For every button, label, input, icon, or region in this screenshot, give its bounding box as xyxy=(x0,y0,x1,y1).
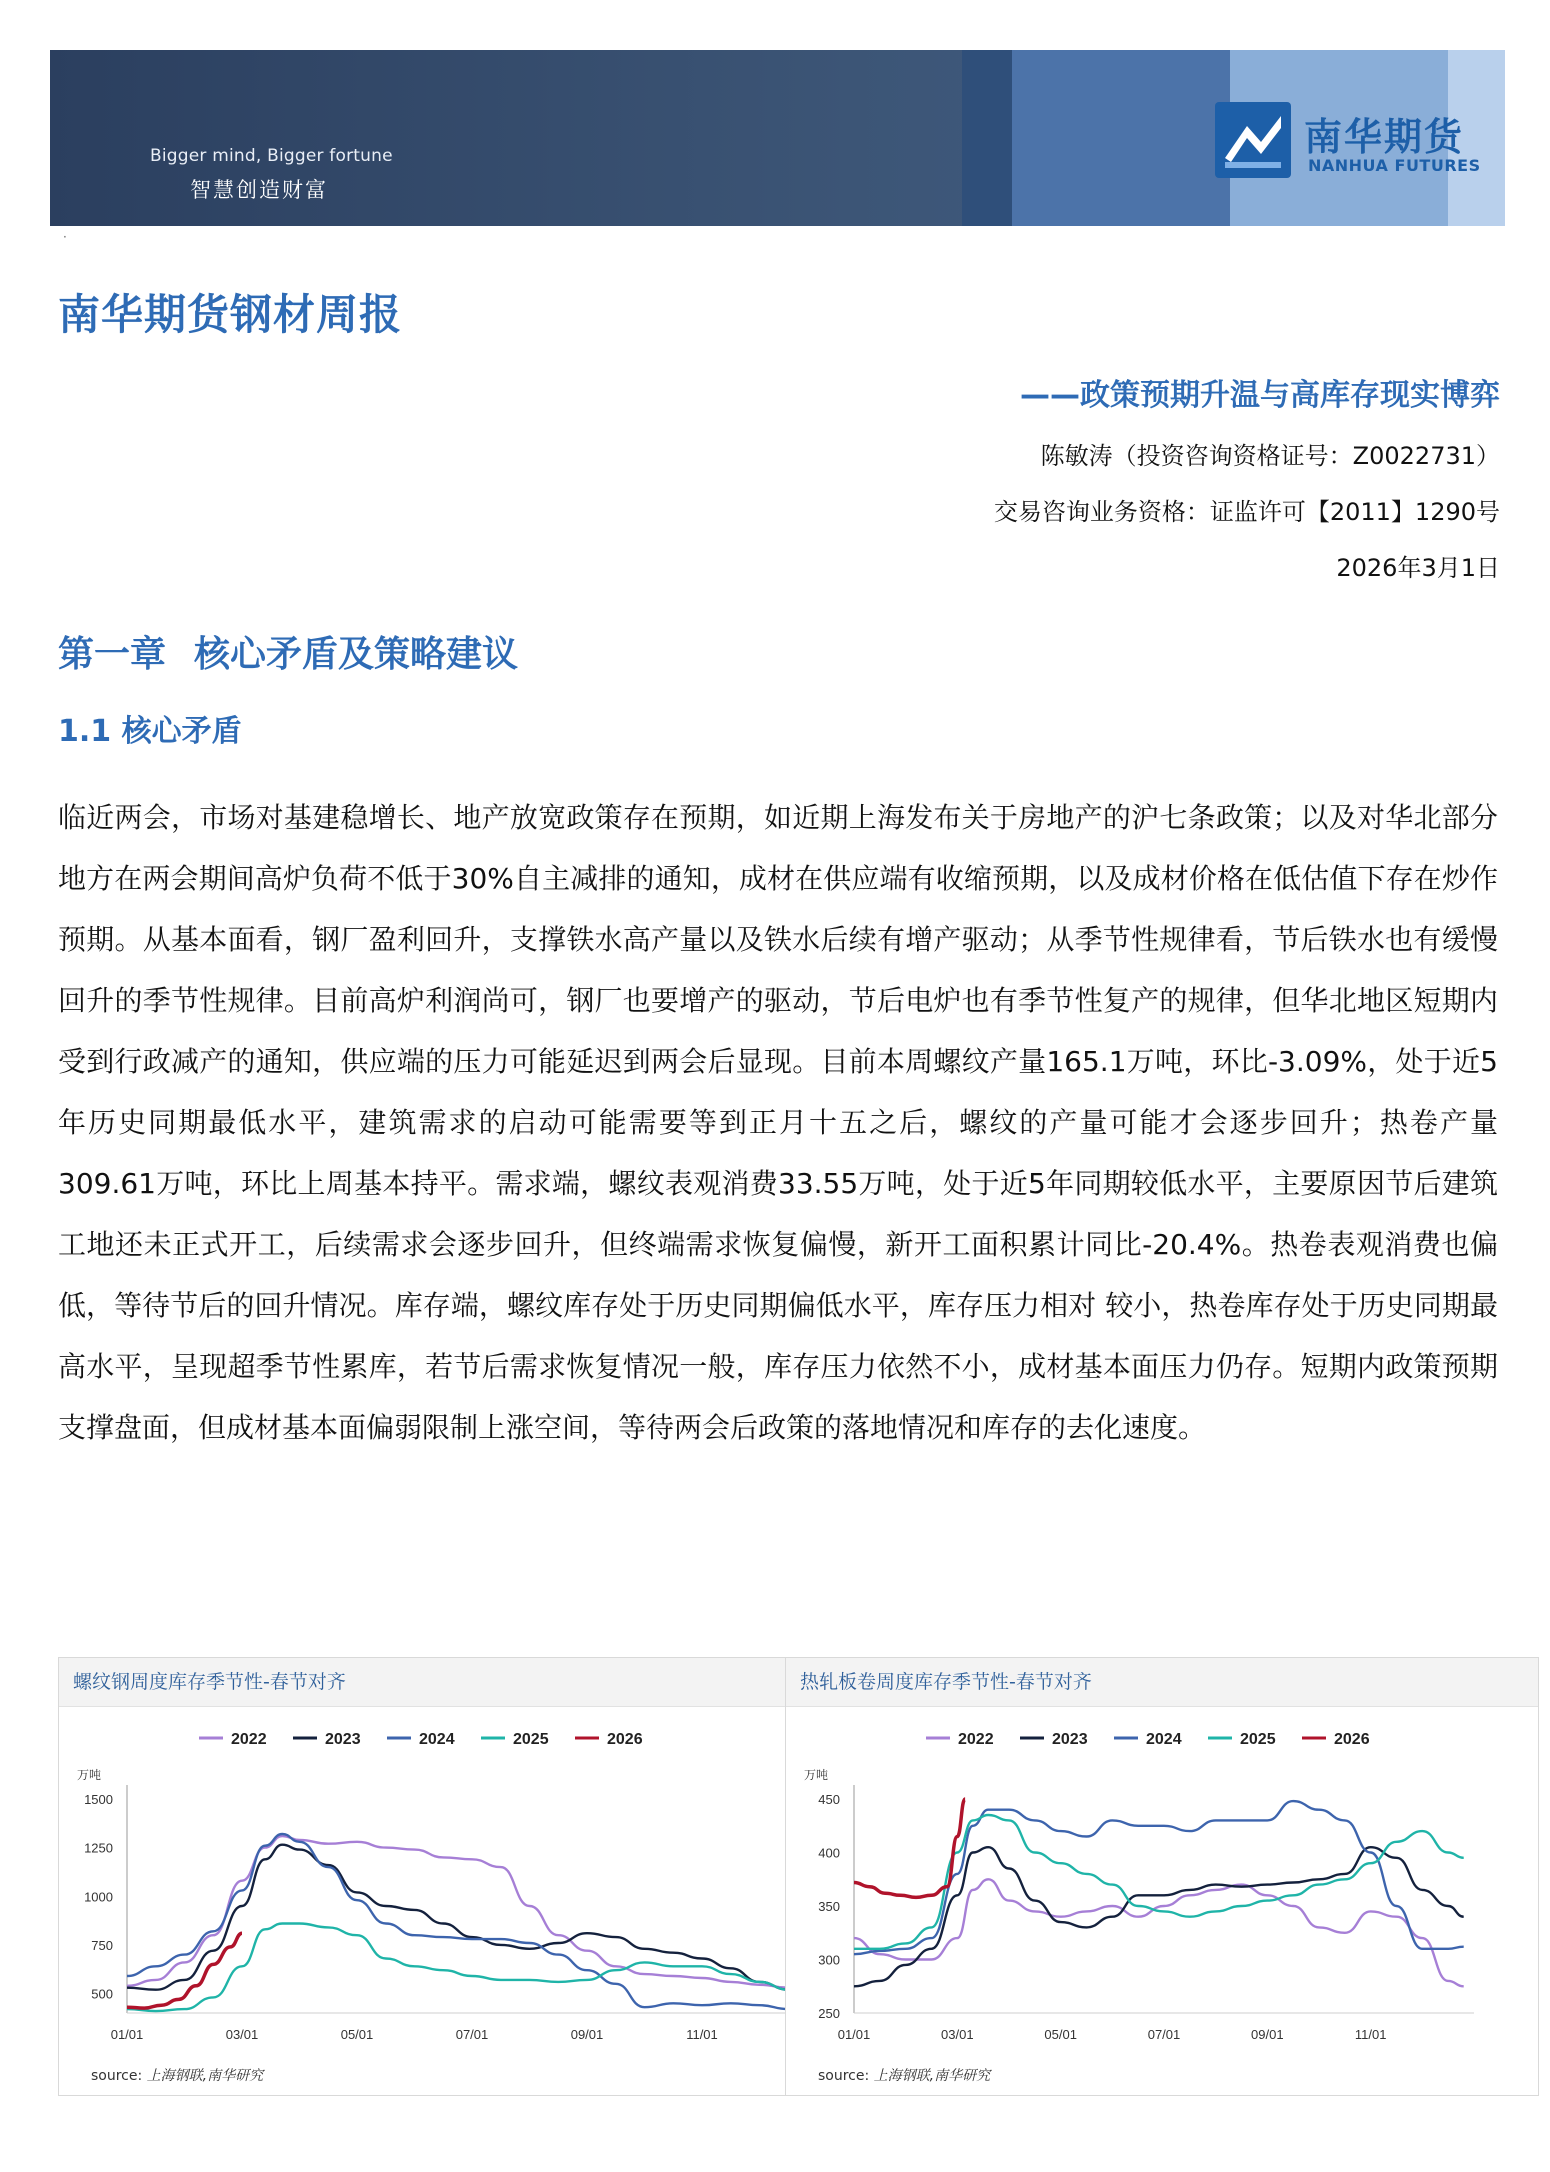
chapter-heading xyxy=(58,626,518,677)
x-tick-label: 05/01 xyxy=(340,2027,374,2042)
y-tick-label: 300 xyxy=(818,1952,840,1968)
x-tick-label: 01/01 xyxy=(110,2027,144,2042)
x-tick-label: 11/01 xyxy=(686,2027,718,2042)
legend-label-2026: 2026 xyxy=(1334,1731,1370,1748)
x-tick-label: 03/01 xyxy=(941,2027,974,2042)
logo-text-english: NANHUA FUTURES xyxy=(1308,156,1481,175)
slogan-english: Bigger mind, Bigger fortune xyxy=(150,146,393,166)
x-tick-label: 11/01 xyxy=(1354,2027,1387,2042)
series-line-2022 xyxy=(127,1836,806,1988)
legend-label-2025: 2025 xyxy=(1240,1731,1276,1748)
y-tick-label: 350 xyxy=(818,1899,840,1914)
x-tick-label: 05/01 xyxy=(1044,2027,1077,2042)
legend-label-2023: 2023 xyxy=(1052,1731,1088,1748)
x-tick-label: 07/01 xyxy=(455,2027,489,2042)
y-tick-label: 1500 xyxy=(84,1792,113,1807)
y-tick-label: 250 xyxy=(818,2006,840,2021)
chart-source: source: 上海钢联,南华研究 xyxy=(818,2068,991,2084)
slogan-chinese: 智慧创造财富 xyxy=(190,178,328,202)
series-line-2026 xyxy=(854,1799,965,1897)
y-axis-unit: 万吨 xyxy=(804,1768,829,1782)
y-tick-label: 1000 xyxy=(84,1889,113,1905)
x-tick-label: 09/01 xyxy=(1251,2027,1284,2042)
y-tick-label: 400 xyxy=(818,1845,840,1861)
header-banner xyxy=(50,50,1505,226)
report-title: 南华期货钢材周报 xyxy=(58,290,403,339)
banner-stripe xyxy=(1012,50,1230,226)
series-line-2025 xyxy=(854,1815,1464,1949)
legend-label-2022: 2022 xyxy=(958,1731,994,1748)
legend-label-2024: 2024 xyxy=(1146,1731,1182,1748)
chapter-name: 核心矛盾及策略建议 xyxy=(194,634,519,675)
y-axis-unit: 万吨 xyxy=(77,1768,102,1782)
x-tick-label: 01/01 xyxy=(837,2027,871,2042)
author-line: 陈敏涛（投资咨询资格证号：Z0022731） xyxy=(1040,442,1500,470)
chart-source: source: 上海钢联,南华研究 xyxy=(91,2068,264,2084)
chart-title: 螺纹钢周度库存季节性-春节对齐 xyxy=(59,1658,811,1707)
y-tick-label: 1250 xyxy=(84,1840,113,1856)
y-tick-label: 450 xyxy=(818,1792,840,1807)
banner-stripe xyxy=(962,50,1012,226)
series-line-2023 xyxy=(854,1847,1464,1986)
legend-label-2026: 2026 xyxy=(607,1731,643,1748)
separator-dot: · xyxy=(63,230,67,244)
chart-plot xyxy=(786,1707,1504,2047)
x-tick-label: 07/01 xyxy=(1147,2027,1181,2042)
report-date: 2026年3月1日 xyxy=(1336,554,1500,582)
legend-label-2025: 2025 xyxy=(513,1731,549,1748)
legend-label-2024: 2024 xyxy=(419,1731,455,1748)
chart-rebar-inventory xyxy=(58,1657,812,2096)
x-tick-label: 03/01 xyxy=(225,2027,259,2042)
chart-plot xyxy=(59,1707,811,2047)
legend-label-2022: 2022 xyxy=(231,1731,267,1748)
chart-hrc-inventory xyxy=(785,1657,1539,2096)
body-paragraph: 临近两会，市场对基建稳增长、地产放宽政策存在预期，如近期上海发布关于房地产的沪七条政策；以及对华北部分地方在两会期间高炉负荷不低于30%自主减排的通知，成材在供应端有收缩预期，以及成材价格在低估值下存在炒作预期。从基本面看，钢厂盈利回升，支撑铁水高产量以及铁水后续有增产驱动；从季节性规律看，节后铁水也有缓慢回升的季节性规律。目前高炉利润尚可，钢厂也要增产的驱动，节后电炉也有季节性复产的规律，但华北地区短期内受到行政减产的通知，供应端的压力可能延迟到两会后显现。目前本周螺纹产量165.1万吨，环比-3.09%，处于近5年历史同期最低水平，建筑需求的启动可能需要等到正月十五之后，螺纹的产量可能才会逐步回升；热卷产量309.61万吨，环比上周基本持平。需求端，螺纹表观消费33.55万吨，处于近5年同期较低水平，主要原因节后建筑工地还未正式开工，后续需求会逐步回升，但终端需求恢复偏慢，新开工面积累计同比-20.4%。热卷表观消费也偏低，等待节后的回升情况。库存端，螺纹库存处于历史同期偏低水平，库存压力相对 较小，热卷库存处于历史同期最高水平，呈现超季节性累库，若节后需求恢复情况一般，库存压力依然不小，成材基本面压力仍存。短期内政策预期支撑盘面，但成材基本面偏弱限制上涨空间，等待两会后政策的落地情况和库存的去化速度。 xyxy=(58,801,1498,1444)
chart-title: 热轧板卷周度库存季节性-春节对齐 xyxy=(786,1658,1538,1707)
logo-text-chinese: 南华期货 xyxy=(1304,115,1465,159)
license-line: 交易咨询业务资格：证监许可【2011】1290号 xyxy=(993,498,1500,526)
y-tick-label: 750 xyxy=(91,1937,113,1953)
section-heading: 1.1 核心矛盾 xyxy=(58,714,242,749)
report-subtitle: ——政策预期升温与高库存现实博弈 xyxy=(1020,378,1500,413)
series-line-2023 xyxy=(127,1845,806,1992)
x-tick-label: 09/01 xyxy=(570,2027,604,2042)
nanhua-logo-icon xyxy=(1215,102,1291,178)
chapter-number: 第一章 xyxy=(58,634,167,675)
y-tick-label: 500 xyxy=(91,1986,113,2002)
legend-label-2023: 2023 xyxy=(325,1731,361,1748)
